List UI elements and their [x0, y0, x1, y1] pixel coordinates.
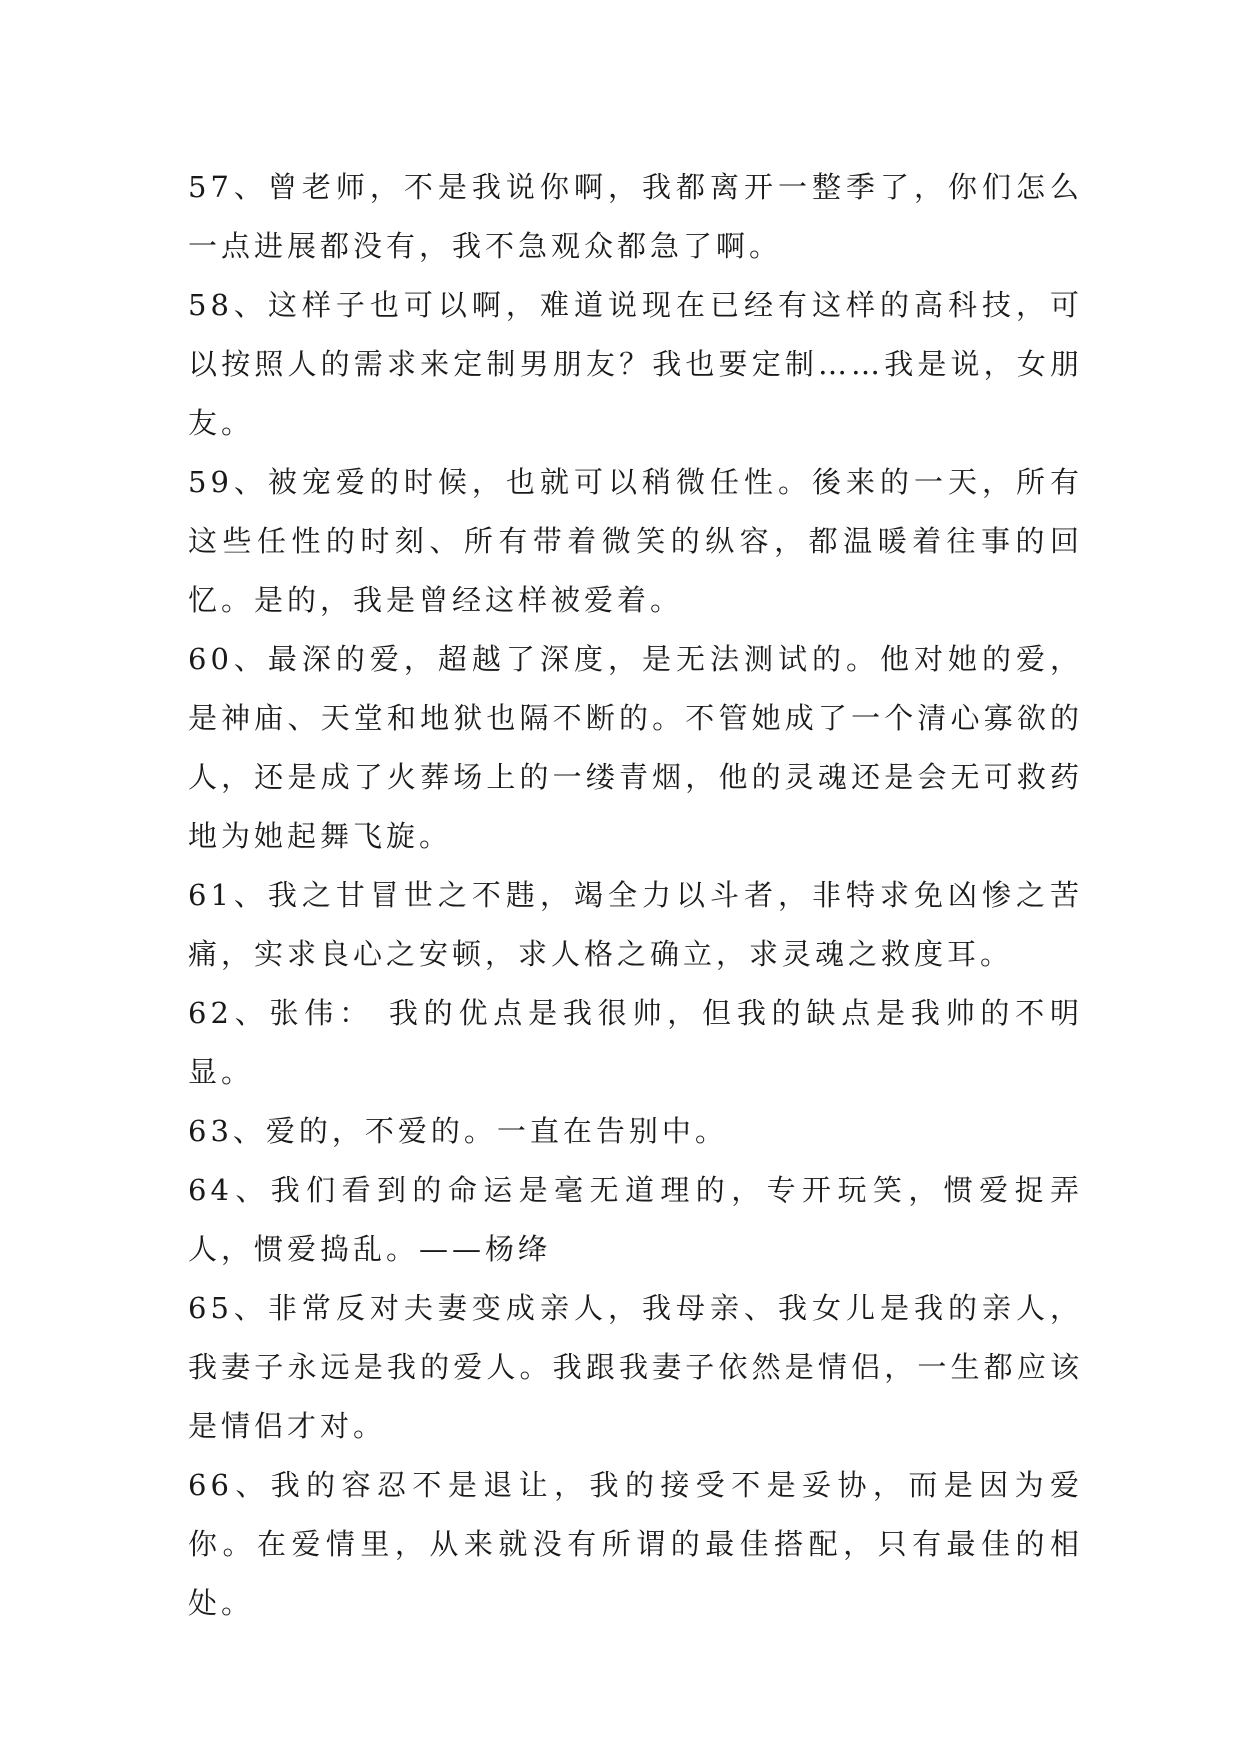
paragraph-58: 58、这样子也可以啊，难道说现在已经有这样的高科技，可以按照人的需求来定制男朋友？我也要定制……我是说，女朋友。 — [188, 288, 1083, 440]
paragraph-64: 64、我们看到的命运是毫无道理的，专开玩笑，惯爱捉弄人，惯爱捣乱。——杨绛 — [188, 1173, 1083, 1266]
paragraph-61: 61、我之甘冒世之不韪，竭全力以斗者，非特求免凶惨之苦痛，实求良心之安顿，求人格之确立，求灵魂之救度耳。 — [188, 878, 1083, 971]
paragraph-59: 59、被宠爱的时候，也就可以稍微任性。後来的一天，所有这些任性的时刻、所有带着微笑的纵容，都温暖着往事的回忆。是的，我是曾经这样被爱着。 — [188, 465, 1083, 617]
paragraph-57: 57、曾老师，不是我说你啊，我都离开一整季了，你们怎么一点进展都没有，我不急观众都急了啊。 — [188, 170, 1083, 263]
paragraph-66: 66、我的容忍不是退让，我的接受不是妥协，而是因为爱你。在爱情里，从来就没有所谓的最佳搭配，只有最佳的相处。 — [188, 1468, 1083, 1620]
paragraph-65: 65、非常反对夫妻变成亲人，我母亲、我女儿是我的亲人，我妻子永远是我的爱人。我跟我妻子依然是情侣，一生都应该是情侣才对。 — [188, 1291, 1083, 1443]
paragraph-63: 63、爱的，不爱的。一直在告别中。 — [188, 1114, 728, 1148]
document-body — [188, 158, 1083, 1633]
paragraph-62: 62、张伟： 我的优点是我很帅，但我的缺点是我帅的不明显。 — [188, 996, 1083, 1089]
paragraph-60: 60、最深的爱，超越了深度，是无法测试的。他对她的爱，是神庙、天堂和地狱也隔不断的。不管她成了一个清心寡欲的人，还是成了火葬场上的一缕青烟，他的灵魂还是会无可救药地为她起舞飞旋。 — [188, 642, 1083, 853]
